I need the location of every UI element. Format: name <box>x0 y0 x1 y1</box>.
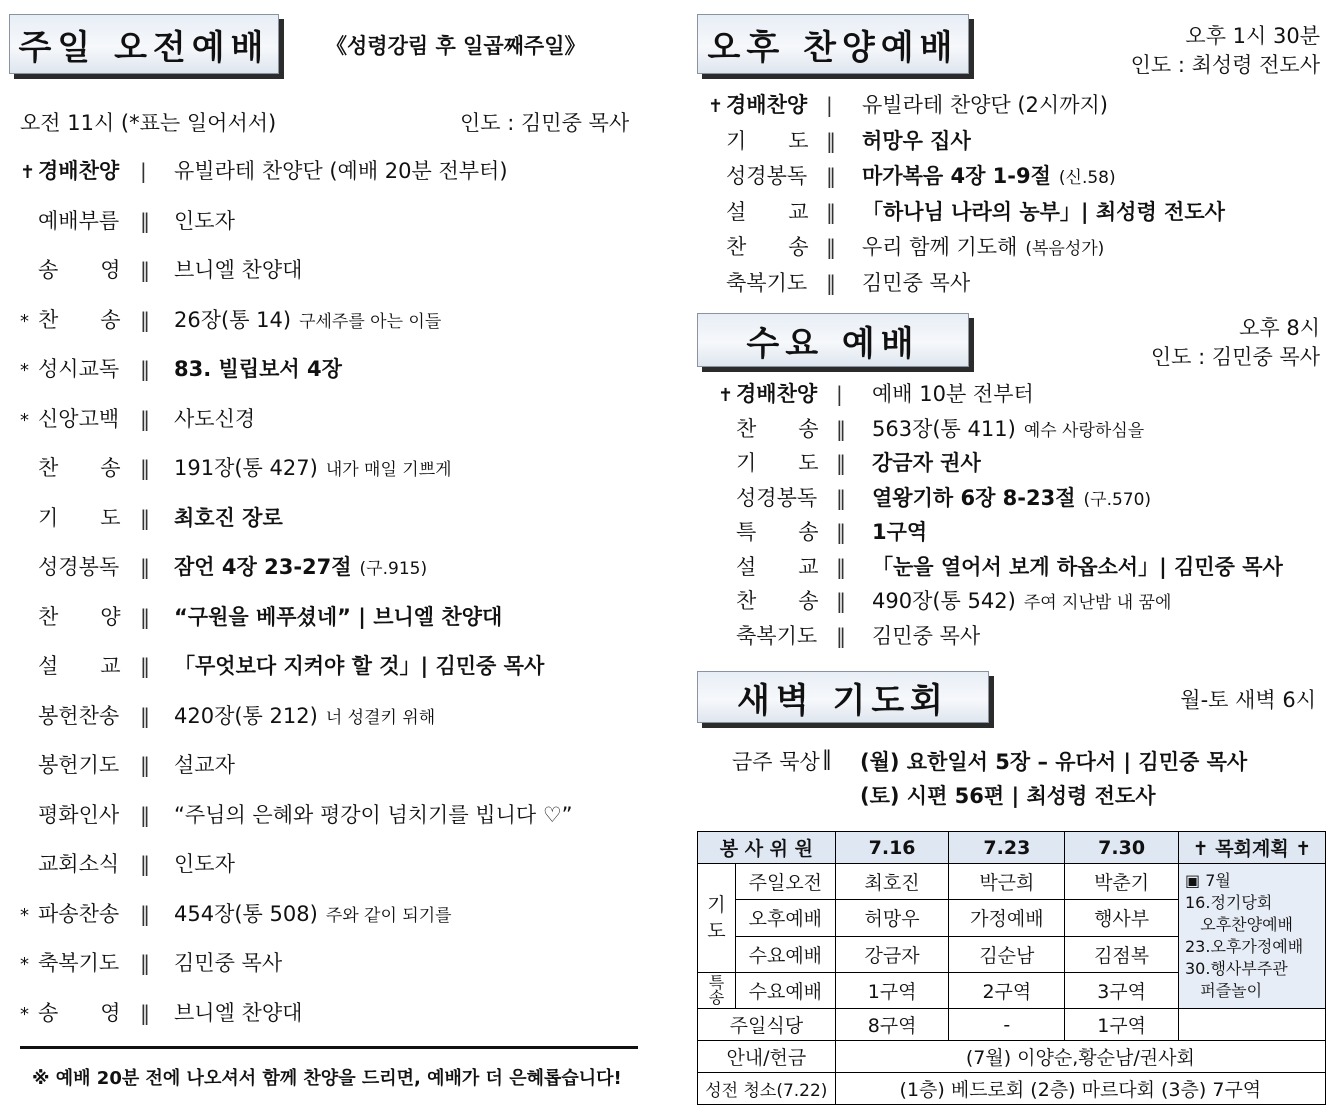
order-separator: ‖ <box>140 208 150 233</box>
wednesday-order-row <box>718 620 980 650</box>
duty-cell: 허망우 <box>835 900 949 936</box>
order-separator: ‖ <box>836 416 846 441</box>
order-separator: ‖ <box>140 406 150 431</box>
standing-mark: * <box>20 954 29 975</box>
order-separator: ‖ <box>140 1000 150 1025</box>
wednesday-order-row <box>718 378 1034 408</box>
order-separator: ‖ <box>836 485 846 510</box>
afternoon-order-row <box>708 231 1104 261</box>
wednesday-title: 수요 예배 <box>746 323 920 364</box>
wednesday-order-row <box>718 585 1171 615</box>
order-label: 송 영 <box>38 258 121 282</box>
wednesday-leader: 인도 : 김민중 목사 <box>1150 345 1320 369</box>
sunday-order-row <box>20 799 573 829</box>
order-label: 찬 송 <box>726 235 809 259</box>
order-label: 축복기도 <box>726 270 808 295</box>
guide-value: (7월) 이양순,황순남/권사회 <box>835 1041 1325 1073</box>
duty-blank-cell <box>1179 1009 1326 1041</box>
sunday-order-row <box>20 848 235 878</box>
duty-date-1: 7.16 <box>835 832 949 864</box>
sunday-order-row <box>20 502 283 532</box>
standing-mark: * <box>20 310 29 332</box>
duty-cell: 강금자 <box>835 936 949 972</box>
order-label: 성경봉독 <box>736 485 818 510</box>
order-separator: ‖ <box>140 753 150 777</box>
order-separator: ‖ <box>836 589 846 613</box>
wednesday-info <box>1151 314 1320 372</box>
order-separator: ‖ <box>140 307 150 332</box>
duty-cell: 김점복 <box>1065 936 1179 972</box>
order-separator: | <box>836 382 843 406</box>
wednesday-time: 오후 8시 <box>1239 316 1320 340</box>
order-label: 교회소식 <box>38 852 120 876</box>
afternoon-title: 오후 찬양예배 <box>707 27 959 68</box>
order-label: 송 영 <box>38 1000 121 1025</box>
dawn-title-box <box>697 671 989 723</box>
sunday-order-row <box>20 650 544 680</box>
order-label: 찬 송 <box>736 589 819 613</box>
sunday-leader: 인도 : 김민중 목사 <box>460 111 630 135</box>
prayer-group-label: 기 도 <box>698 864 736 973</box>
order-value: 「눈을 열어서 보게 하옵소서」| 김민중 목사 <box>872 554 1283 579</box>
order-value: 사도신경 <box>174 406 256 431</box>
plan-line: 23.오후가정예배 <box>1185 937 1304 956</box>
duty-header: 봉 사 위 원 <box>698 832 836 864</box>
order-separator: ‖ <box>826 270 836 295</box>
sunday-order-row <box>20 700 435 730</box>
sunday-order-row <box>20 997 302 1027</box>
sunday-footer-divider <box>20 1046 638 1049</box>
duty-cell: 박근희 <box>949 864 1065 900</box>
order-label: 축복기도 <box>38 951 120 975</box>
order-value: 예배 10분 전부터 <box>872 382 1034 406</box>
order-separator: ‖ <box>140 604 150 629</box>
duty-cell: 3구역 <box>1065 972 1179 1008</box>
sunday-order-row <box>20 155 508 185</box>
cross-icon: ✝ <box>708 96 724 117</box>
standing-mark: * <box>20 1003 29 1025</box>
wednesday-title-box <box>697 313 969 367</box>
plan-title: ✝ 목회계획 ✝ <box>1179 832 1326 864</box>
order-separator: ‖ <box>836 554 846 579</box>
order-label: 찬 송 <box>38 456 121 480</box>
plan-line: ▣ 7월 <box>1185 871 1231 890</box>
wednesday-order-row <box>718 413 1144 443</box>
wednesday-order-row <box>718 482 1151 512</box>
afternoon-order-row <box>708 267 970 297</box>
order-label: 성경봉독 <box>726 164 808 188</box>
order-separator: ‖ <box>836 451 846 475</box>
order-value: 유빌라테 찬양단 (예배 20분 전부터) <box>174 159 508 183</box>
order-value: 김민중 목사 <box>174 951 283 975</box>
order-value: 420장(통 212) <box>174 703 318 728</box>
order-value: 454장(통 508) <box>174 901 318 926</box>
order-label: 설 교 <box>736 554 819 579</box>
order-separator: | <box>826 93 833 117</box>
order-label: 기 도 <box>726 128 809 153</box>
order-separator: ‖ <box>826 235 836 259</box>
order-separator: ‖ <box>140 654 150 678</box>
wednesday-order-row <box>718 447 981 477</box>
order-extra: 주여 지난밤 내 꿈에 <box>1023 593 1172 613</box>
sunday-order-row <box>20 403 255 433</box>
order-label: 예배부름 <box>38 208 120 233</box>
order-extra: 내가 매일 기쁘게 <box>325 460 452 480</box>
duty-cell: - <box>949 1009 1065 1041</box>
dawn-line-sat: (토) 시편 56편 | 최성령 전도사 <box>860 784 1156 808</box>
sunday-order-row <box>20 947 282 977</box>
order-extra: (복음성가) <box>1025 239 1105 259</box>
duty-cell: 1구역 <box>835 972 949 1008</box>
order-value: 1구역 <box>872 520 928 544</box>
duty-date-3: 7.30 <box>1065 832 1179 864</box>
duty-table <box>697 831 1326 1105</box>
sunday-title-box <box>9 14 279 74</box>
order-value: 마가복음 4장 1-9절 <box>862 164 1051 188</box>
order-label: 봉헌찬송 <box>38 703 120 728</box>
order-separator: ‖ <box>140 852 150 876</box>
order-value: 26장(통 14) <box>174 307 292 332</box>
standing-mark: * <box>20 360 29 381</box>
order-label: 파송찬송 <box>38 901 120 926</box>
order-extra: (구.915) <box>359 559 428 579</box>
dawn-title: 새벽 기도회 <box>736 680 950 721</box>
order-value: “구원을 베푸셨네” | 브니엘 찬양대 <box>174 604 503 629</box>
duty-cell: 김순남 <box>949 936 1065 972</box>
order-value: 우리 함께 기도해 <box>862 235 1018 259</box>
clean-label: 성전 청소(7.22) <box>698 1073 836 1105</box>
order-separator: ‖ <box>140 802 150 827</box>
order-separator: ‖ <box>826 128 836 153</box>
sunday-time-note: 오전 11시 (*표는 일어서서) <box>20 111 277 135</box>
order-value: 「하나님 나라의 농부」| 최성령 전도사 <box>862 199 1225 224</box>
order-label: 경배찬양 <box>736 382 818 406</box>
sunday-order-row <box>20 898 452 928</box>
order-extra: 주와 같이 되기를 <box>325 905 452 926</box>
duty-cell: 2구역 <box>949 972 1065 1008</box>
duty-row-label: 수요예배 <box>735 972 835 1008</box>
order-label: 경배찬양 <box>726 93 808 117</box>
order-label: 경배찬양 <box>38 159 120 183</box>
dawn-meditation-sep: ‖ <box>822 746 832 770</box>
sunday-order-row <box>20 353 342 383</box>
sunday-footer-note: ※ 예배 20분 전에 나오셔서 함께 찬양을 드리면, 예배가 더 은혜롭습니다! <box>32 1068 622 1089</box>
afternoon-leader: 인도 : 최성령 전도사 <box>1130 53 1320 77</box>
sunday-order-row <box>20 551 427 581</box>
order-value: 잠언 4장 23-27절 <box>174 555 352 579</box>
order-separator: ‖ <box>826 199 836 224</box>
cross-icon: ✝ <box>718 385 734 406</box>
plan-list <box>1179 864 1326 1009</box>
sunday-order-row <box>20 601 502 631</box>
order-extra: (신.58) <box>1058 168 1116 188</box>
duty-row-label: 수요예배 <box>735 936 835 972</box>
afternoon-order-row <box>708 89 1108 119</box>
special-group-label: 특 송 <box>698 972 736 1008</box>
guide-label: 안내/헌금 <box>698 1041 836 1073</box>
order-value: 브니엘 찬양대 <box>174 1000 303 1025</box>
order-value: 설교자 <box>174 753 235 777</box>
order-separator: ‖ <box>140 456 150 480</box>
order-separator: ‖ <box>836 623 846 648</box>
sunday-order-row <box>20 254 302 284</box>
order-separator: ‖ <box>140 951 150 975</box>
duty-row-label: 주일식당 <box>698 1009 836 1041</box>
afternoon-order-row <box>708 160 1116 190</box>
order-label: 평화인사 <box>38 802 120 827</box>
order-separator: | <box>140 159 147 183</box>
order-label: 특 송 <box>736 520 819 544</box>
afternoon-info <box>1131 22 1320 80</box>
plan-line: 16.정기당회 <box>1185 893 1273 912</box>
order-separator: ‖ <box>140 505 150 530</box>
order-extra: 구세주를 아는 이들 <box>299 311 442 332</box>
wednesday-order-row <box>718 551 1283 581</box>
cross-icon: ✝ <box>20 162 36 183</box>
duty-cell: 행사부 <box>1065 900 1179 936</box>
standing-mark: * <box>20 904 29 926</box>
order-label: 신앙고백 <box>38 406 120 431</box>
duty-cell: 가정예배 <box>949 900 1065 936</box>
order-extra: (구.570) <box>1083 489 1152 510</box>
clean-value: (1층) 베드로회 (2층) 마르다회 (3층) 7구역 <box>835 1073 1325 1105</box>
order-separator: ‖ <box>140 555 150 579</box>
order-value: 「무엇보다 지켜야 할 것」| 김민중 목사 <box>174 654 545 678</box>
order-label: 축복기도 <box>736 623 818 648</box>
order-extra: 예수 사랑하심을 <box>1023 420 1145 441</box>
order-separator: ‖ <box>140 703 150 728</box>
order-value: 김민중 목사 <box>872 623 981 648</box>
order-label: 기 도 <box>38 505 121 530</box>
order-value: 인도자 <box>174 208 235 233</box>
duty-cell: 8구역 <box>835 1009 949 1041</box>
order-value: 강금자 권사 <box>872 451 981 475</box>
order-separator: ‖ <box>826 164 836 188</box>
dawn-meditation-label: 금주 묵상 <box>732 750 820 774</box>
order-separator: ‖ <box>140 357 150 381</box>
afternoon-order-row <box>708 196 1225 226</box>
plan-line: 30.행사부주관 <box>1185 959 1288 978</box>
duty-row-label: 오후예배 <box>735 900 835 936</box>
sunday-title: 주일 오전예배 <box>18 27 270 68</box>
sunday-order-row <box>20 304 441 334</box>
order-label: 찬 양 <box>38 604 121 629</box>
sunday-subtitle: 《성령강림 후 일곱째주일》 <box>326 34 586 58</box>
order-separator: ‖ <box>140 901 150 926</box>
order-label: 성시교독 <box>38 357 120 381</box>
order-label: 설 교 <box>38 654 121 678</box>
order-value: 브니엘 찬양대 <box>174 258 303 282</box>
order-value: 490장(통 542) <box>872 589 1016 613</box>
dawn-time: 월-토 새벽 6시 <box>1180 688 1316 712</box>
plan-line: 오후찬양예배 <box>1185 915 1293 934</box>
order-value: 열왕기하 6장 8-23절 <box>872 485 1076 510</box>
order-separator: ‖ <box>836 520 846 544</box>
duty-cell: 박춘기 <box>1065 864 1179 900</box>
order-value: 인도자 <box>174 852 235 876</box>
wednesday-order-row <box>718 516 927 546</box>
order-value: “주님의 은혜와 평강이 넘치기를 빕니다 ♡” <box>174 802 573 827</box>
order-value: 83. 빌립보서 4장 <box>174 357 342 381</box>
order-label: 봉헌기도 <box>38 753 120 777</box>
order-label: 찬 송 <box>736 416 819 441</box>
order-value: 허망우 집사 <box>862 128 971 153</box>
order-label: 성경봉독 <box>38 555 120 579</box>
duty-cell: 1구역 <box>1065 1009 1179 1041</box>
afternoon-order-row <box>708 125 971 155</box>
order-value: 최호진 장로 <box>174 505 283 530</box>
order-separator: ‖ <box>140 258 150 282</box>
order-label: 설 교 <box>726 199 809 224</box>
duty-date-2: 7.23 <box>949 832 1065 864</box>
standing-mark: * <box>20 409 29 431</box>
order-value: 191장(통 427) <box>174 456 318 480</box>
afternoon-title-box <box>697 14 969 74</box>
sunday-order-row <box>20 749 235 779</box>
plan-line: 퍼즐놀이 <box>1185 981 1263 1000</box>
sunday-order-row <box>20 452 452 482</box>
order-value: 김민중 목사 <box>862 270 971 295</box>
dawn-line-mon: (월) 요한일서 5장 – 유다서 | 김민중 목사 <box>860 750 1248 774</box>
order-extra: 너 성결키 위해 <box>325 707 436 728</box>
duty-row-label: 주일오전 <box>735 864 835 900</box>
duty-cell: 최호진 <box>835 864 949 900</box>
order-label: 기 도 <box>736 451 819 475</box>
order-value: 563장(통 411) <box>872 416 1016 441</box>
order-value: 유빌라테 찬양단 (2시까지) <box>862 93 1108 117</box>
order-label: 찬 송 <box>38 307 121 332</box>
sunday-order-row <box>20 205 235 235</box>
afternoon-time: 오후 1시 30분 <box>1185 24 1320 48</box>
